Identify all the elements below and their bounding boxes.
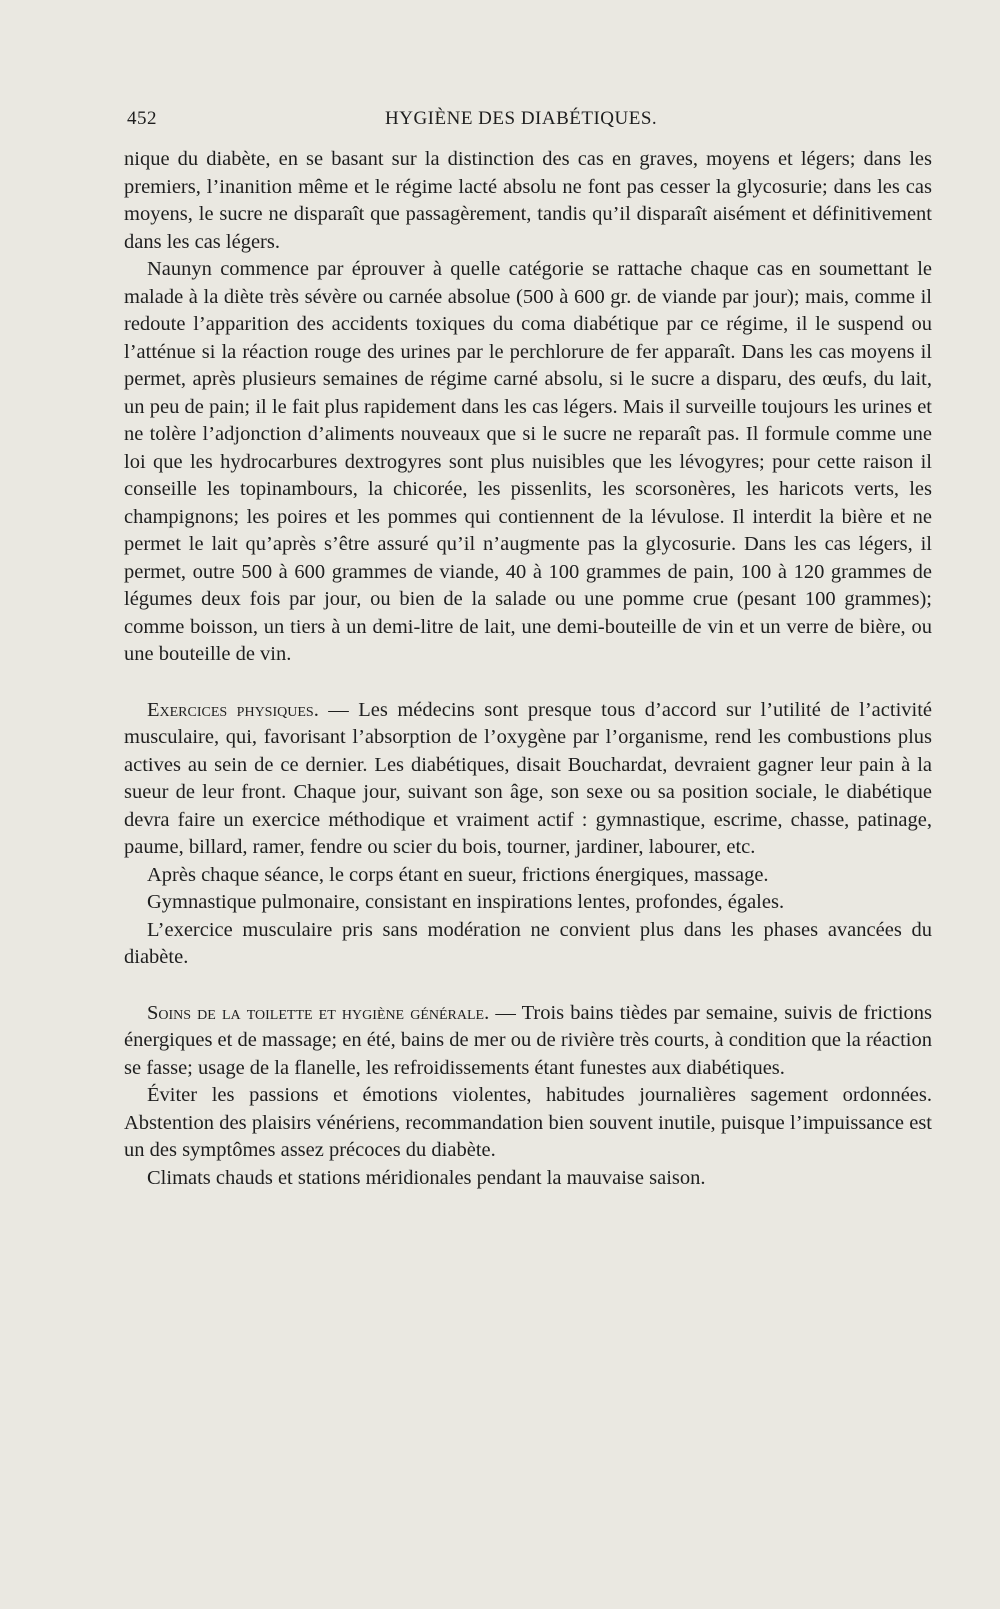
section-text: — Les médecins sont presque tous d’accord sur l’utilité de l’activité musculaire, qui, favorisant l’absorption de l’oxygène par l’organisme, rend les combustions plus actives au sein de ce dernier. Les diabétiques, disait Bouchardat, devraient gagner leur pain à la sueur de leur front. Chaque jour, suivant son âge, son sexe ou sa position sociale, le diabétique devra faire un exercice méthodique et vraiment actif : gymnastique, escrime, chasse, patinage, paume, billard, ramer, fendre ou scier du bois, tourner, jardiner, labourer, etc.	[124, 698, 933, 858]
running-header	[127, 108, 683, 136]
paragraph-eviter: Éviter les passions et émotions violentes, habitudes journalières sagement ordonnées. Abstention des plaisirs vénériens, recommandation bien souvent inutile, puisque l’impuissance est un des symptômes assez précoces du diabète.	[124, 1084, 932, 1161]
paragraph-exercice: L’exercice musculaire pris sans modération ne convient plus dans les phases avancées du diabète.	[124, 918, 932, 968]
section-heading: Exercices physiques.	[147, 698, 319, 721]
section-text: — Trois bains tièdes par semaine, suivis de frictions énergiques et de massage; en été, bains de mer ou de rivière très courts, à condition que la réaction se fasse; usage de la flanelle, les refroidissements étant funestes aux diabétiques.	[124, 1001, 932, 1079]
paragraph-seance: Après chaque séance, le corps étant en sueur, frictions énergiques, massage.	[147, 863, 769, 886]
paragraph-continuation: nique du diabète, en se basant sur la distinction des cas en graves, moyens et légers; dans les premiers, l’inanition même et le régime lacté absolu ne font pas cesser la glycosurie; dans les cas moyens, le sucre ne disparaît que passagèrement, tandis qu’il disparaît aisément et définitivement dans les cas légers.	[124, 148, 932, 253]
paragraph-gymnastique: Gymnastique pulmonaire, consistant en inspirations lentes, profondes, égales.	[147, 891, 785, 913]
running-title: HYGIÈNE DES DIABÉTIQUES.	[385, 108, 658, 129]
section-heading: Soins de la toilette et hygiène générale.	[147, 1001, 490, 1024]
section-exercices-physiques	[124, 697, 932, 862]
section-soins-toilette	[124, 1000, 932, 1083]
paragraph-naunyn: Naunyn commence par éprouver à quelle catégorie se rattache chaque cas en soumettant le malade à la diète très sévère ou carnée absolue (500 à 600 gr. de viande par jour); mais, comme il redoute l’apparition des accidents toxiques du coma diabétique par ce régime, il le suspend ou l’atténue si la réaction rouge des urines par le perchlorure de fer apparaît. Dans les cas moyens il permet, après plusieurs semaines de régime carné absolu, si le sucre a disparu, des œufs, du lait, un peu de pain; il le fait plus rapidement dans les cas légers. Mais il surveille toujours les urines et ne tolère l’adjonction d’aliments nouveaux que si le sucre ne reparaît pas. Il formule comme une loi que les hydrocarbures dextrogyres sont plus nuisibles que les lévogyres; pour cette raison il conseille les topinambours, la chicorée, les pissenlits, les scorsonères, les haricots verts, les champignons; les poires et les pommes qui contiennent de la lévulose. Il interdit la bière et ne permet le lait qu’après s’être assuré qu’il n’augmente pas la glycosurie. Dans les cas légers, il permet, outre 500 à 600 grammes de viande, 40 à 100 grammes de pain, 100 à 120 grammes de légumes deux fois par jour, ou bien de la salade ou une pomme crue (pesant 100 grammes); comme boisson, un tiers à un demi-litre de lait, une demi-bouteille de vin et un verre de bière, ou une bouteille de vin.	[124, 258, 932, 665]
paragraph-climats: Climats chauds et stations méridionales pendant la mauvaise saison.	[147, 1166, 706, 1189]
page-number: 452	[127, 108, 157, 129]
page-body	[124, 146, 932, 1192]
